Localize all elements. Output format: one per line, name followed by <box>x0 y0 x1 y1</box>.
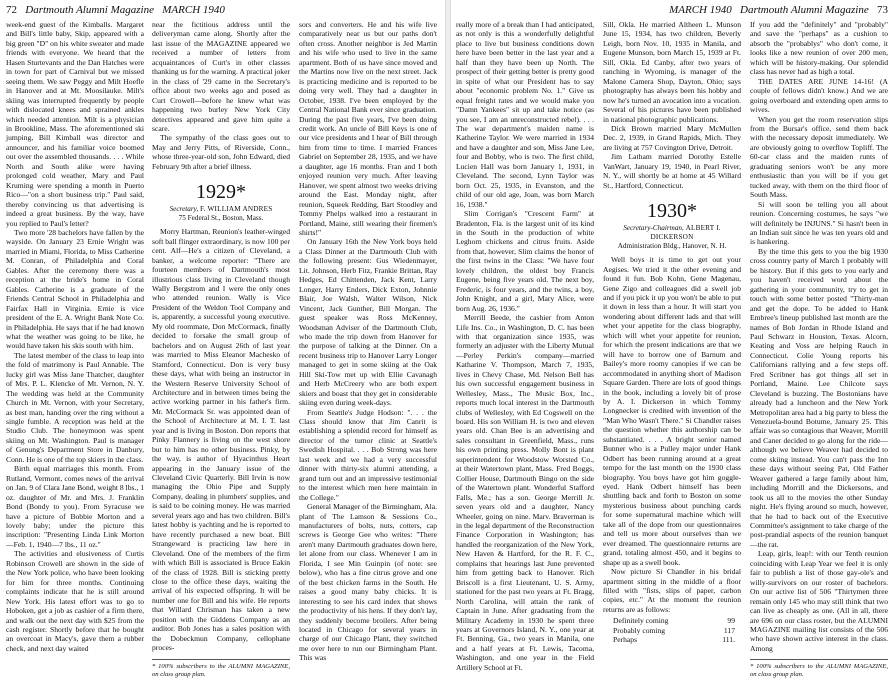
secretary-name: F. WILLIAM ANDRES <box>200 205 273 214</box>
paragraph: On January 16th the New York boys held a Class Dinner at the Dartmouth Club with the following present: Gus Wiedenmayer, Lit. Johnson, Herb Fitz, Frankie Brittan, Ray Hedges, Ed Chittenden, Jack Kent, Larry Longer, Harry Enders, Dick Exton, Johnnie Blair, Joe Walsh, Walter Wilson, Nick Vincent, Jack Gunther, Bill Morgan. The guest speaker was Ross McKenney, Woodsman Adviser of the Dartmouth Club, who made the trip down from Hanover for the purpose of talking at the Dinner. On a recent business trip to Hanover Larry Longer managed to get in some skiing at the Oak Hill Ski-Tow met up with Ellie Cavanagh and Herb McCreery who are both expert skiers and boast that they get in considerable skiing even during week-days. <box>299 237 437 408</box>
right-page <box>451 0 896 679</box>
returns-label: Probably coming <box>613 625 666 635</box>
paragraph: Si will soon be telling you all about reunion. Concerning costumes, he says "we will definitely be INJUNS." Si hasn't been in an Indian suit since he was ten years old and is hankering. <box>750 199 888 247</box>
paragraph: Leap, girls, leap!: with our Tenth reunion coinciding with Leap Year we feel it is only fair to publish a list of those gay-ole's and willy-survivors on our roster of bachelors. On our active list of 506 "Thirtymen three remain only 145 who may still think that two can live as cheaply as one. (All in all, there are 696 on our class roster, but the ALUMNI MAGAZINE mailing list consists of the 506 who have shown active interest in the class. Among <box>750 549 888 653</box>
table-row <box>603 616 741 625</box>
paragraph: General Manager of the Birmingham, Ala. plant of The Lamson & Sessions Co., manufacturers of bolts, nuts, cotters, cap screws is George Gee who writes: "There aren't many Dartmouth graduates down here, let alone from our class. Whenever I am in Florida, I see Min Guinpin (of note: see below), who has a fine citrus grove and one of the best chicken farms in the South. He raises a good many baby chicks. It is interesting to see his card index that shows the productivity of his hens. If they don't lay, they suddenly become broilers. After being located in Chicago for several years in charge of our Chicago Plant, they switched me over here to run our Birmingham Plant. This was <box>299 502 437 663</box>
left-column-2 <box>152 20 290 678</box>
footnote: * 100% subscribers to the ALUMNI MAGAZINE, on class group plan. <box>750 659 888 679</box>
issue-date: MARCH 1940 <box>669 4 732 16</box>
paragraph: Two more '28 bachelors have fallen by the wayside. On January 23 Ernie Wright was married in Miami, Florida, to Miss Catherine M. Conran, of Philadelphia and Coral Gables. After the ceremony there was a reception at the bride's home in Coral Gables. Catherine is a graduate of the Friends Central School in Philadelphia and Fairfax Hall in Virginia. Ernie is vice president of the E. A. Wright Bank Note Co. in Philadelphia. He says that if he had known what the weather was going to be like, he would have taken his skis south with him. <box>6 227 144 351</box>
left-page <box>0 0 445 678</box>
paragraph: Slim Corrigan's "Crescent Farm" at Bradenton, Fla. is the largest unit of its kind in the South in the production of white Leghorn chickens and citrus fruits. Aside from that, however, Slim claims the honor of the first twins in the Class: "We have four lovely children, the oldest boy Francis Eugene, being five years old. The next boy, Frederic, is four years, and the twins, a boy, John Knight, and a girl, Mary Alice, were born Aug. 26, 1936." <box>456 209 594 313</box>
returns-count: 117 <box>723 625 735 635</box>
paragraph: Birth equal marriages this month. From Rutland, Vermont, comes news of the arrival on Jan. 9 of Clara Jane Bond, weight 8 lbs., 1 oz. daughter of Mr. and Mrs. J. Franklin Bond (Bondy to you). From Syracuse we have a picture of Bobbie Morton and a lovely baby; under the picture this inscription: "Presenting Linda Link Morton—Feb. 1, 1940—7 lbs., 11 oz." <box>6 464 144 549</box>
paragraph: The sympathy of the class goes out to May and Jerry Pitts, of Riverside, Conn., whose three-year-old son, John Edward, died February 9th after a brief illness. <box>152 133 290 171</box>
paragraph: Dick Brown married Mary McMullen Dec. 2, 1939, in Grand Rapids, Mich. They are living at 757 Covington Drive, Detroit. <box>603 123 741 152</box>
returns-count: 99 <box>727 616 735 626</box>
table-row <box>603 635 741 644</box>
paragraph: Sill, Okla. He married Altheen L. Munson June 15, 1934, has two children, Beverly Leigh, born Nov. 10, 1935 in Manila, and Eugene Munson, born March 15, 1939 at Ft. Sill, Okla. Ed Canby, after two years of ranching in Wyoming, is manager of the Malone Camera Shop, Dayton, Ohio; says photography has always been his hobby and now he's turned an avocation into a vocation. Several of his pictures have been published in national photographic publications. <box>603 20 741 124</box>
returns-count: 111. <box>722 635 735 645</box>
class-year-heading <box>603 200 741 222</box>
secretary-role: Secretary, <box>169 205 199 214</box>
class-year-heading <box>152 181 290 203</box>
page-number: 73 <box>877 4 888 16</box>
paragraph: Jim Latham married Dorothy Estelle VanWart, January 19, 1940, in Pearl River, N. Y., will shortly be at home at 45 Willard St., Hartford, Connecticut. <box>603 152 741 190</box>
subscriber-asterisk: * <box>687 200 697 223</box>
secretary-line <box>603 224 741 242</box>
paragraph: near the fictitious address until the deliveryman came along. Shortly after the last issue of the MAGAZINE appeared we received a number of letters from acquaintances of Curt's in other classes thanking us for the warning. A practical joker in the class of '29 came in the Secretary's office about two weeks ago and posed as Curt Crowell—before he knew what was happening two burley New York City detectives appeared and gave him quite a scare. <box>152 20 290 133</box>
paragraph: The latest member of the class to leap into the fold of matrimony is Paul Annable. The lucky girl was Miss Jane Thatcher, daughter of Mrs. P. L. Klencke of Mt. Vernon, N. Y. The wedding was held at the Community Church in Mt. Vernon, with your Secretary, as best man, handing over the ring without a single fumble. A reception was held at the Studio Club. The honeymoon was spent skiing on Mt. Washington. Paul is manager of Genung's Department Store in Danbury, Conn. He is one of the top skiers in the class. <box>6 350 144 464</box>
subscriber-asterisk: * <box>236 181 246 204</box>
right-page-header <box>669 4 888 16</box>
left-page-header <box>6 4 225 16</box>
magazine-title: Dartmouth Alumni Magazine <box>740 4 869 16</box>
secretary-name: ALBERT I. DICKERSON <box>650 224 721 242</box>
paragraph: really more of a break than I had anticipated, as not only is this a wonderfully delightful place to live but business conditions down here have been better in the last year and a half than they have been up North. The prospect of their getting better is pretty good in spite of what our President has to say about "economic problem No. 1." Give us equal freight rates and we would make you "Damn Yankees" sit up and take notice (as you see, I am an unreconstructed rebel). . . . The war department's maiden name is Katherine Taylor. We were married in 1934 and have a daughter and son, Miss Jane Lee, four and Bobby, who is two. The first child, Lucien Hall was born January 1, 1931, in Cleveland. The second, Lynn Taylor was born Oct. 25, 1935, in Evanston, and the child of our old age, Joan, was born March 16, 1938." <box>456 20 594 209</box>
paragraph: Well boys it is time to get out your Aegises. We tried it the other evening and found it fun. Bob Kohn, Gene Magenau, Gene Zigo and colleagues did a swell job and if you pick it up you won't be able to put it down in less than a hour. It will start you wondering about different lads and that will whet your appetite for the class biography, which will whet your appetite for reunion, for which the present indications are that we will have to borrow one of Barnum and Bailey's more roomy canopies if we can be accommodated in anything short of Madison Square Garden. There are lots of good things in the book, including a lovely bit of prose by A. I. Dickerson in which Tommy Longnecker is credited with invention of the "Man Who Wasn't There." Si Chandler raises the question whether this authorship can be substantiated. . . . A bright senior named Bunner who is a Pulley major under Hank Odbert has been running around at a great tempo for the last month on the 1930 class biography. You boys have got him goggle-eyed. Hank Odbert himself has been shuttling back and forth to Boston on some mysterious business about punching cards for some supernatural machine which will take all of the dope from our questionnaires and tell us more about ourselves than we ever dreamed. The questionnaire returns are grand, totaling almost 450, and it begins to shape up as a swell book. <box>603 255 741 567</box>
reunion-returns-table <box>603 616 741 644</box>
left-column-1 <box>6 20 144 653</box>
paragraph: When you get the room reservation slips from the Bursar's office, send them back with the necessary deposit immediately. We are obviously going to overflow Topliff. The 60-car class and the maiden runts of graduating seniors won't be any more enthusiastic than you will be if you get tucked away, with them on the third floor of South Mass. <box>750 114 888 200</box>
secretary-address: Administration Bldg., Hanover, N. H. <box>617 242 727 251</box>
paragraph: The activities and elusiveness of Curtis Robinson Crowell are shown in the side of the New York police, who have been looking for him for three months. Continuing complaints indicate that he is still around New York. His latest effort was to go to Hoboken, get a job as cashier of a firm there, and walk out the next day with $25 from the cash register. Shortly before that he bought an overcoat in Macy's, gave them a rubber check, and next day waited <box>6 549 144 653</box>
right-column-3 <box>750 20 888 679</box>
paragraph: By the time this gets to you the big 1930 cross country party of March 1 probably will be history. But if this gets to you early and you haven't received word about the gathering in your community, try to get in touch with some better posted "Thirty-man and get the dope. To be added to Hank Embree's lineup published last month are the names of Bob Jordan in Rhode Island and Paul Schwarz in Houston, Texas. Alcorn, Keating and Voss are helping Rauch in Connecticut. Colie Young reports his Californians rallying and a few steps off. Fred Scribner has got things all set in Portland, Maine. Lee Chilcote says Cleveland is buzzing. The Bostonians have already had a luncheon and the New York Metropolitan area had a big party to bless the Venezuela-bound Botume, January 25. This affair was so contagious that Weaver, Morrill and Caner decided to go along for the ride—although we believe Weaver had decided to come skiing instead. You can't pass the Inn these days without seeing Pat, Old Father Weaver gathered a large family about him, including Morrill and the Dickersons, and took us all to the movies the other Sunday night. He's flying around so much, however, that he had to back out of the Executive Committee's assignment to take charge of the post-prandial aspects of the reunion banquet—the rat. <box>750 246 888 549</box>
class-year: 1930 <box>647 200 687 223</box>
paragraph: If you add the "definitely" and "probably" and save the "perhaps" as a cushion to absorb the "probablys" who don't come, it looks like a new reunion of over 200 men, which will be history-making. Our splendid class has never had as high a total. <box>750 20 888 77</box>
secretary-address: 75 Federal St., Boston, Mass. <box>178 214 264 223</box>
issue-date: MARCH 1940 <box>162 4 225 16</box>
magazine-title: Dartmouth Alumni Magazine <box>25 4 154 16</box>
secretary-role: Secretary-Chairman, <box>623 224 684 233</box>
footnote: * 100% subscribers to the ALUMNI MAGAZINE, on class group plan. <box>152 659 290 679</box>
returns-label: Perhaps <box>613 635 638 645</box>
left-column-3 <box>299 20 437 663</box>
paragraph: week-end guest of the Kimballs. Margaret and Bill's little baby, Skip, appeared with a big green "D" on his white sweater and made friends with everyone. We heard that the Hasen Sturtevants and the Dan Hatches were in town for part of Carnival but we missed seeing them. We saw Peggy and Milt Hoefle in Hanover and at Mt. Moosilauke. Milt's skiing was interrupted frequently by people with dislocated knees and sprained ankles which needed attention. Milt is a physician in Brookline, Mass. The aforementioned ski jumping, Bill Kimball was director and announcer, and his familiar voice boomed out over the assembled thousands. . . . While North and South alike were having prolonged cold weather, Mary and Paul Kruming were spending a month in Puerto Rico—"on a short business trip." Paul said, thereby convincing us that advertising is indeed a great business. By the way, have you replied to Paul's letter? <box>6 20 144 228</box>
class-year: 1929 <box>196 181 236 204</box>
secretary-line <box>152 205 290 214</box>
right-column-2 <box>603 20 741 645</box>
paragraph: THE DATES ARE JUNE 14-16! (A couple of fellows didn't know.) And we are going overboard and extending open arms to wives. <box>750 76 888 115</box>
paragraph: sors and converters. He and his wife live comparatively near us but our paths don't often cross. Another neighbor is Jed Martin and his wife who used to live in the same apartment. Both of us have since moved and the Martins now live on the next street. Jack is practicing medicine and is reported to be doing very well. They had a daughter in October, 1938. I've been employed by the Central National Bank ever since graduation. During the past five years, I've been doing credit work. An uncle of Bill Keys is one of our vice presidents and I hear of Bill through him from time to time. I married Frances Gabriel on September 28, 1935, and we have a daughter, age 16 months. Fran and I both enjoyed reunion very much. After leaving Hanover, we spent almost two weeks driving around the East. Monday night, after reunion, Squeek Redding, Bart Stoodley and Tommy Phelps walked into a restaurant in Portland, Maine, still wearing their firemen's shirts!" <box>299 20 437 237</box>
paragraph: Merrill Beede, the cashier from Anton Life Ins. Co., in Washington, D. C. has been with that organization since 1935, was formerly an adjuster with the Liberty Mutual—Perley Perkin's company—married Katharine V. Thompson, March 7, 1935, lives in Chevy Chase, Md. Nelson Bell has his own successful engagement business in Wellesley, Mass., The Music Box, Inc., reports much local interest in the Dartmouth clubs of Wellesley, with Ed Cogswell on the board. His son William H. is two and eleven years old. Chan Bee is an advertising and sales consultant in Greenfield, Mass., runs his own printing press. Molly Bont is plant superintendent for Woodstow Worsted Co., at their Watertown plant, Mass. Fred Boggs, Collier House, Dartmouth Bingo on the side of the Watertown plant. Wonderful Stafford Falls, Me.; has a son. George Merrill Jr. seven years old and a daughter, Nancy Wheeler, going on nine. Marv. Braverman is in the legal department of the Reconstruction Finance Corporation in Washington; has handled the reorganization of the New York, New Haven & Hartford, for the R. F. C., complains that hearings last June prevented him from getting back to Hanover. Rich Briscoll is a first Lieutenant, U. S. Army, stationed for the past two years at Ft. Bragg, North Carolina, will attain the rank of Captain in June. After graduating from the Military Academy in 1930 he spent three years at Governors Island, N. Y., one year at Ft. Benning, Ga., two years in Manila, one and a half years at Ft. Lewis, Tacoma, Washington, and one year in the Field Artillery School at Ft. <box>456 313 594 672</box>
table-row <box>603 626 741 635</box>
returns-label: Definitely coming <box>613 616 669 626</box>
paragraph: From Seattle's Judge Hodson: ". . . the Class should know that Jim Canrit is establishing a splendid record for himself as director of the tumor clinic at Seattle's Swedish Hospital. . . . Bob Strong was here last week and we had a very successful dinner with thirty-six alumni attending, a grand turn out and an impressive testimonial to the interest which men here maintain in the College." <box>299 407 437 502</box>
page-number: 72 <box>6 4 17 16</box>
paragraph: Morry Hartman, Reunion's leather-winged soft ball flinger extraordinary, is now 100 per cent. Alf—He's a citizen of Cleveland, a banker, a welcome reporter: "There are fourteen members of Dartmouth's most illustrious class living in Cleveland though Wally Bergstrom and I were the only ones who attended reunion. Wally is Vice President of the Weldon Tool Company and is, apparently, a successful young executive. My old roommate, Don McCormack, finally decided to forsake the small group of bachelors and on August 26th of last year was married to Miss Eleanor Machesko of Stamford, Connecticut. Don is very busy these days, what with being an instructor in the Western Reserve University School of Architecture and in between times being the active working partner in his father's firm. Mr. McCormack Sr. was appointed dean of the School of Architecture at M. I. T. last year and is living in Boston. Don reports that Pinky Flannery is living on the west shore but to him has no other business. Pinky, by the way, is author of Hyacinthus Heart appearing in the January issue of the Cleveland Civic Quarterly. Bill Irvin is now managing the Ohio Pipe and Supply Company, dealing in plumbers' supplies, and is said to be coining money. He was married several years ago and has two children. Bill's latest hobby is yachting and he is reported to have recently purchased a new boat. Bill Strangeward is practicing law here in Cleveland. One of the members of the firm with which Bill is associated is Bruce Eakin of the class of 1928. Bill is sticking pretty close to the office these days, waiting the arrival of his expected offspring. It will be number one for Bill and his wife. He reports that Willard Chrisman has taken a new position with the Giddens Company as an auditor. Bob Jones has a sales position with the Dobeckmun Company, cellophane proces- <box>152 227 290 653</box>
right-column-1 <box>456 20 594 672</box>
paragraph: Now picture Si Chandler in his bridal apartment sitting in the middle of a floor filled with "fists, slips of paper, carbon copies, etc." At the moment the reunion returns are as follows: <box>603 567 741 614</box>
